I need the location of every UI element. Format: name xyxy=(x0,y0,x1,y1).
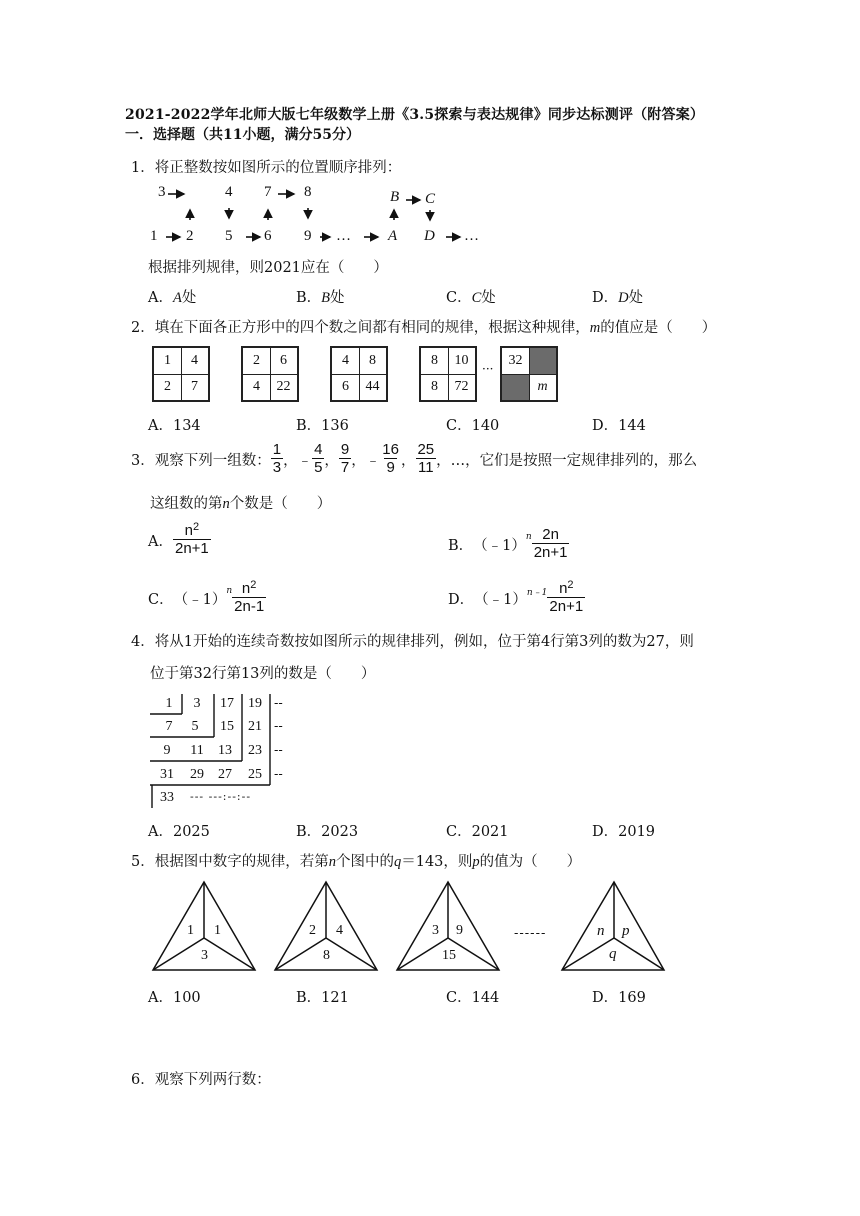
q4-r1c3: 17 xyxy=(220,696,234,711)
q3-option-b[interactable]: B． （﹣1） n $\frac{2n}{2n+1}$ xyxy=(448,526,568,561)
q2-option-a[interactable]: A．134 xyxy=(148,418,201,434)
q5-t3-right: 9 xyxy=(456,923,463,938)
q2-sq2-tl: 2 xyxy=(253,353,260,368)
q5-option-c[interactable]: C．144 xyxy=(446,990,500,1006)
q3-frac-4: $\frac{16}{9}$ xyxy=(382,441,399,476)
q1-num-9: 9 xyxy=(304,228,312,244)
q4-r4c3: 27 xyxy=(218,767,232,782)
q2-sq2-br: 22 xyxy=(276,379,291,394)
q4-grid xyxy=(146,692,316,810)
q3-stem: 3．观察下列一组数： $\frac{1}{3}$ ， ﹣ $\frac{4}{5}$ ， $\frac{9}{7}$ ， ﹣ $\frac{16}{9}$ ， $\frac{25}{11}$ ，…，它们是按照一定规律排列的，那么 xyxy=(131,441,698,476)
q1-letter-A: A xyxy=(388,228,398,244)
q4-option-a[interactable]: A．2025 xyxy=(148,824,210,840)
q4-r4c4: 25 xyxy=(248,767,262,782)
q4-r3c1: 9 xyxy=(163,743,171,758)
q3-frac-3: $\frac{9}{7}$ xyxy=(340,441,350,476)
q4-r1c2: 3 xyxy=(193,696,201,711)
q5-dashes: ------ xyxy=(514,926,547,941)
q4-r1-dash: -- xyxy=(274,696,283,711)
q4-r3c2: 11 xyxy=(190,743,204,758)
q2-square-1 xyxy=(152,346,210,402)
q2-square-2 xyxy=(241,346,299,402)
q2-option-d[interactable]: D．144 xyxy=(592,418,646,434)
q2-stem: 2．填在下面各正方形中的四个数之间都有相同的规律，根据这种规律，m的值应是（ ） xyxy=(131,320,717,336)
q4-r2c2: 5 xyxy=(191,719,199,734)
q4-stem: 4．将从1开始的连续奇数按如图所示的规律排列，例如，位于第4行第3列的数为27，则 xyxy=(131,634,694,650)
q2-sq1-tl: 1 xyxy=(164,353,171,368)
q2-sq2-bl: 4 xyxy=(253,379,260,394)
q3-option-a[interactable]: A． $\frac{n^2}{2n+1}$ xyxy=(148,521,209,557)
q4-option-c[interactable]: C．2021 xyxy=(446,824,509,840)
q2-sq5-tl: 32 xyxy=(508,353,523,368)
q2-square-5 xyxy=(500,346,558,402)
q1-num-8: 8 xyxy=(304,184,312,200)
q1-num-5: 5 xyxy=(225,228,233,244)
q2-sq5-m: m xyxy=(537,379,548,394)
q4-r3c3: 13 xyxy=(218,743,232,758)
q2-sq3-br: 44 xyxy=(365,379,380,394)
q6-stem: 6．观察下列两行数： xyxy=(131,1072,271,1088)
q1-num-6: 6 xyxy=(264,228,272,244)
q4-r2c4: 21 xyxy=(248,719,262,734)
q1-ask: 根据排列规律，则2021应在（ ） xyxy=(148,260,388,276)
q1-num-3: 3 xyxy=(158,184,166,200)
q2-sq3-bl: 6 xyxy=(342,379,349,394)
q2-sq1-bl: 2 xyxy=(164,379,171,394)
q1-num-2: 2 xyxy=(186,228,194,244)
q3-line2: 这组数的第n个数是（ ） xyxy=(150,496,332,512)
q1-figure xyxy=(140,180,500,252)
q5-t3-left: 3 xyxy=(432,923,439,938)
q3-frac-5: $\frac{25}{11}$ xyxy=(417,441,435,476)
q5-t1-bottom: 3 xyxy=(201,948,208,963)
q1-letter-D: D xyxy=(424,228,435,244)
q4-r4-dash: -- xyxy=(274,767,283,782)
q3-frac-2: $\frac{4}{5}$ xyxy=(314,441,323,476)
q4-r1c4: 19 xyxy=(248,696,262,711)
q1-num-4: 4 xyxy=(225,184,233,200)
q1-letter-B: B xyxy=(390,189,400,205)
q2-dots: ··· xyxy=(482,362,494,376)
q2-sq4-tl: 8 xyxy=(431,353,438,368)
q1-option-a[interactable]: A．A处 xyxy=(148,290,197,306)
q4-r3c4: 23 xyxy=(248,743,262,758)
q3-frac-1: $\frac{1}{3}$ xyxy=(272,441,282,476)
q4-line2: 位于第32行第13列的数是（ ） xyxy=(150,666,376,682)
q5-option-d[interactable]: D．169 xyxy=(592,990,646,1006)
q3-option-d[interactable]: D． （﹣1） n﹣1 $\frac{n^2}{2n+1}$ xyxy=(448,579,584,615)
q4-r4c1: 31 xyxy=(160,767,174,782)
q5-t4-bottom: q xyxy=(609,946,617,962)
q5-option-a[interactable]: A．100 xyxy=(148,990,201,1006)
q2-option-c[interactable]: C．140 xyxy=(446,418,500,434)
q2-option-b[interactable]: B．136 xyxy=(296,418,349,434)
q5-t1-right: 1 xyxy=(214,923,221,938)
q1-num-7: 7 xyxy=(264,184,272,200)
q5-t4-left: n xyxy=(597,923,605,939)
q5-option-b[interactable]: B．121 xyxy=(296,990,349,1006)
q5-triangles xyxy=(150,878,670,974)
q4-r4c2: 29 xyxy=(190,767,204,782)
q2-sq3-tr: 8 xyxy=(369,353,376,368)
q5-t2-right: 4 xyxy=(336,923,343,938)
q1-stem: 1．将正整数按如图所示的位置顺序排列： xyxy=(131,160,402,176)
q1-arrows xyxy=(140,180,500,252)
q1-ellipsis-1: … xyxy=(336,228,351,244)
q2-sq4-br: 72 xyxy=(454,379,469,394)
q3-option-c[interactable]: C． （﹣1） n $\frac{n^2}{2n-1}$ xyxy=(148,579,265,615)
section-heading: 一．选择题（共11小题，满分55分） xyxy=(125,127,360,143)
document-title: 2021-2022学年北师大版七年级数学上册《3.5探索与表达规律》同步达标测评（附答案） xyxy=(125,107,705,123)
q4-option-d[interactable]: D．2019 xyxy=(592,824,656,840)
q5-t3-bottom: 15 xyxy=(442,948,456,963)
q1-option-c[interactable]: C．C处 xyxy=(446,290,496,306)
q5-t2-left: 2 xyxy=(309,923,316,938)
q5-t4-right: p xyxy=(622,923,630,939)
q4-r2c1: 7 xyxy=(165,719,173,734)
q4-r3-dash: -- xyxy=(274,743,283,758)
q1-num-1: 1 xyxy=(150,228,158,244)
q2-square-4 xyxy=(419,346,477,402)
q5-t1-left: 1 xyxy=(187,923,194,938)
q2-sq1-br: 7 xyxy=(191,379,198,394)
q5-t2-bottom: 8 xyxy=(323,948,330,963)
q1-ellipsis-2: … xyxy=(464,228,479,244)
q5-stem: 5．根据图中数字的规律，若第n个图中的q＝143，则p的值为（ ） xyxy=(131,854,582,870)
q4-r2-dash: -- xyxy=(274,719,283,734)
q2-sq4-tr: 10 xyxy=(454,353,469,368)
q2-sq3-tl: 4 xyxy=(342,353,349,368)
q4-r1c1: 1 xyxy=(165,696,173,711)
q4-r2c3: 15 xyxy=(220,719,234,734)
q1-option-b[interactable]: B．B处 xyxy=(296,290,345,306)
q4-r5-dashes: --- ---:--:-- xyxy=(190,790,252,803)
q2-square-3 xyxy=(330,346,388,402)
q4-option-b[interactable]: B．2023 xyxy=(296,824,359,840)
q1-letter-C: C xyxy=(425,191,436,207)
q2-sq4-bl: 8 xyxy=(431,379,438,394)
q1-option-d[interactable]: D．D处 xyxy=(592,290,644,306)
q2-sq1-tr: 4 xyxy=(191,353,198,368)
q2-sq2-tr: 6 xyxy=(280,353,287,368)
q4-r5c1: 33 xyxy=(160,790,174,805)
